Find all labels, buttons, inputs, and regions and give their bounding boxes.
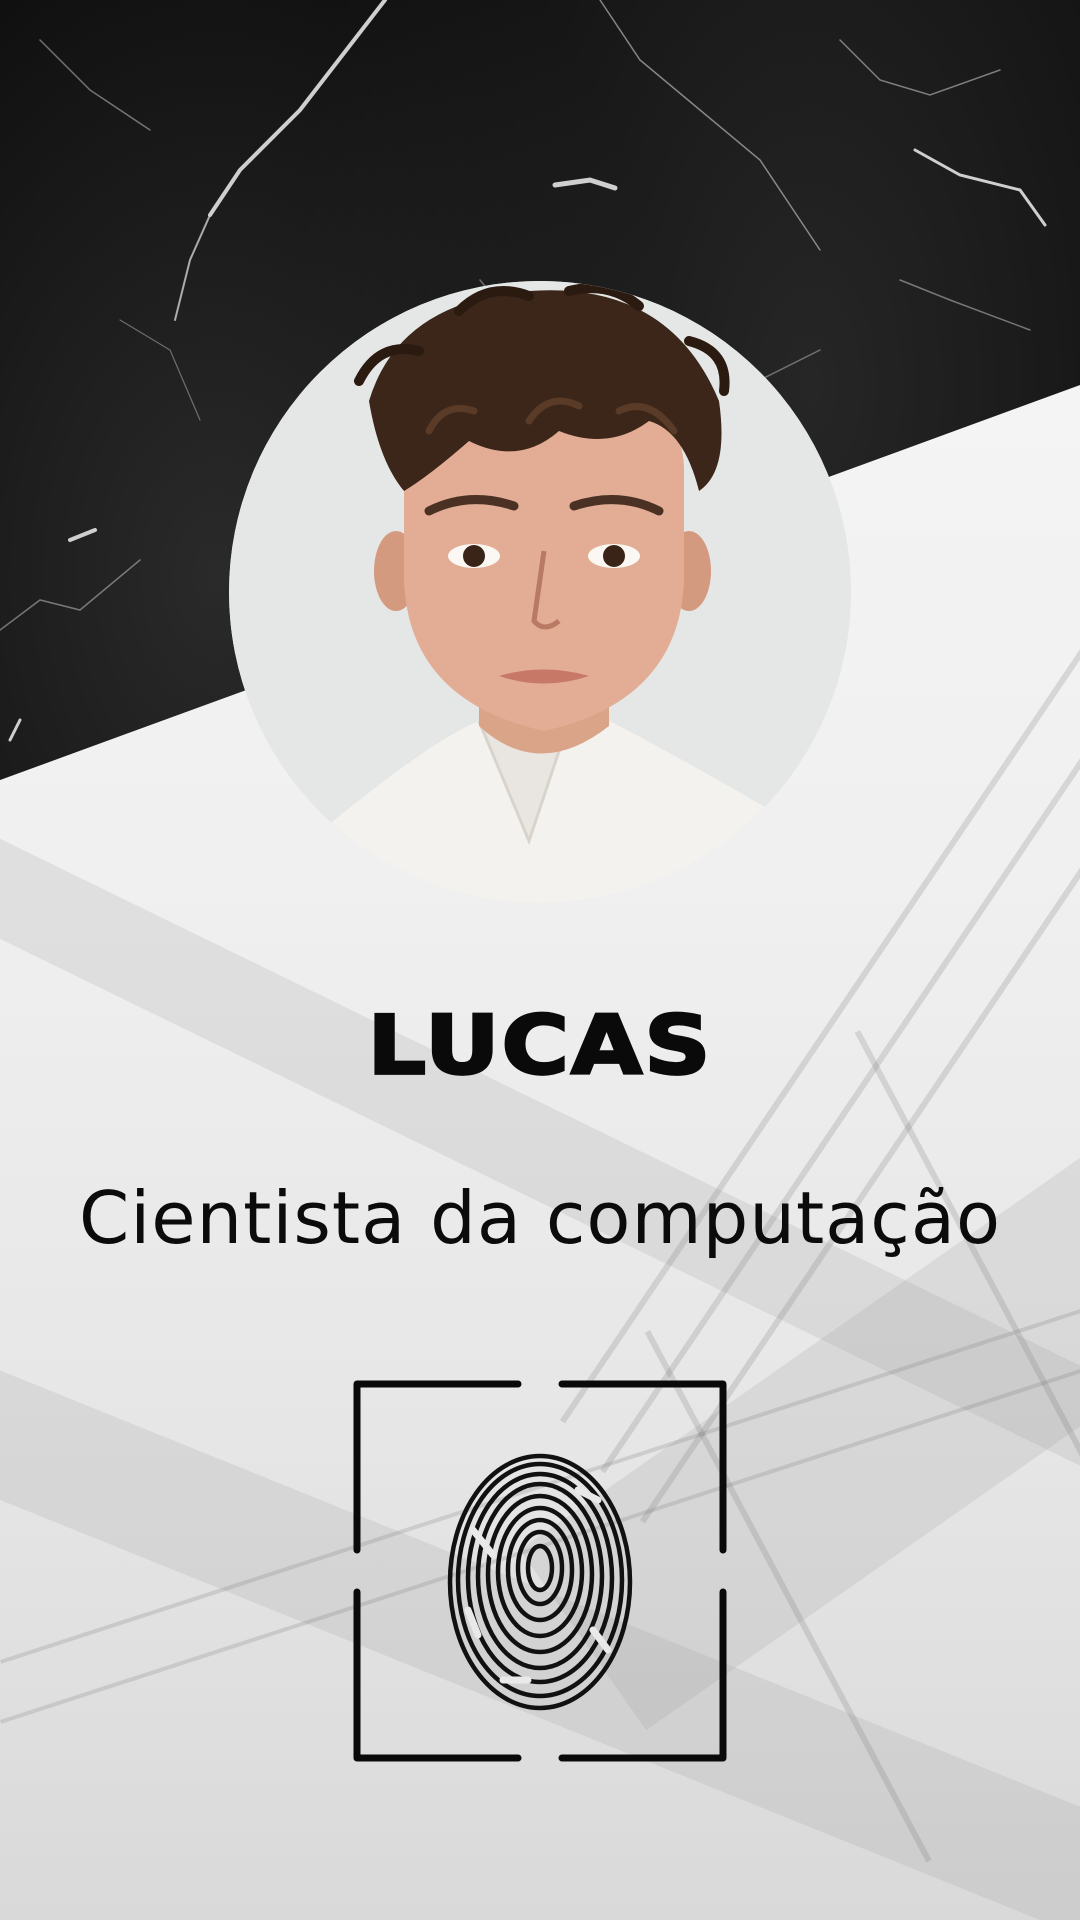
profile-photo <box>229 281 851 903</box>
fingerprint-icon <box>353 1380 727 1762</box>
person-name: LUCAS <box>367 998 713 1093</box>
job-title: Cientista da computação <box>78 1176 1002 1260</box>
